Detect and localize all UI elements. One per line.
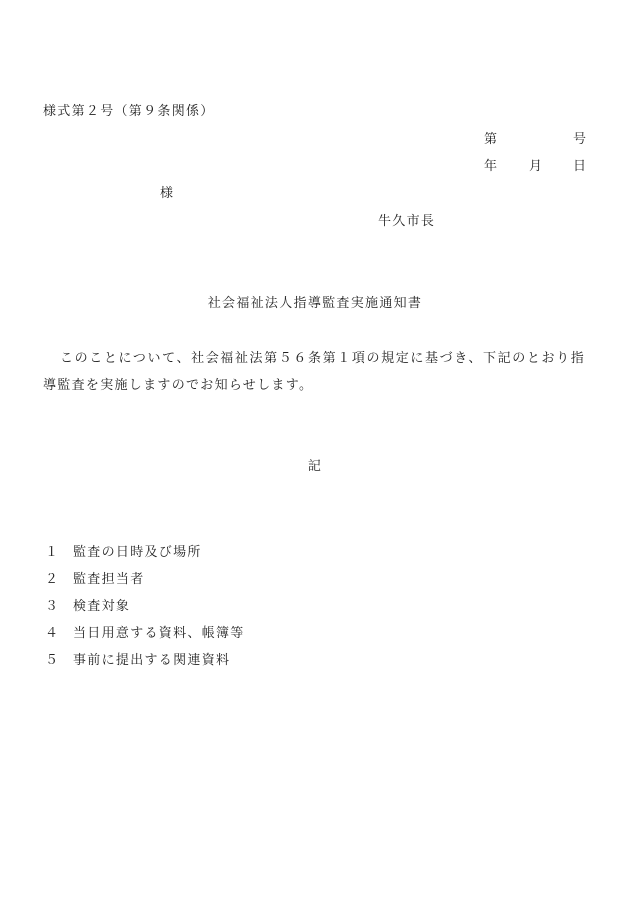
form-label: 様式第２号（第９条関係） [43, 104, 215, 119]
item-number: ２ [45, 572, 60, 587]
document-number-prefix: 第 [484, 132, 499, 147]
body-text-line-1: このことについて、社会福祉法第５６条第１項の規定に基づき、下記のとおり指 [60, 351, 585, 366]
sender-name: 牛久市長 [378, 214, 436, 229]
item-label: 当日用意する資料、帳簿等 [73, 626, 245, 641]
list-item [0, 620, 630, 647]
ki-heading: 記 [307, 459, 323, 474]
item-label: 事前に提出する関連資料 [73, 653, 231, 668]
addressee-suffix: 様 [160, 186, 175, 201]
item-label: 監査担当者 [73, 572, 145, 587]
document-number-suffix: 号 [573, 132, 588, 147]
date-day-label: 日 [573, 159, 588, 174]
item-number: ５ [45, 653, 60, 668]
document-title: 社会福祉法人指導監査実施通知書 [207, 296, 423, 311]
list-item [0, 566, 630, 593]
list-item [0, 593, 630, 620]
item-number: ４ [45, 626, 60, 641]
list-item [0, 647, 630, 674]
date-year-label: 年 [484, 159, 499, 174]
item-number: ３ [45, 599, 60, 614]
item-label: 検査対象 [73, 599, 131, 614]
item-list [0, 539, 630, 674]
item-label: 監査の日時及び場所 [73, 545, 202, 560]
item-number: １ [45, 545, 60, 560]
list-item [0, 539, 630, 566]
date-month-label: 月 [529, 159, 544, 174]
body-text-line-2: 導監査を実施しますのでお知らせします。 [43, 378, 314, 393]
